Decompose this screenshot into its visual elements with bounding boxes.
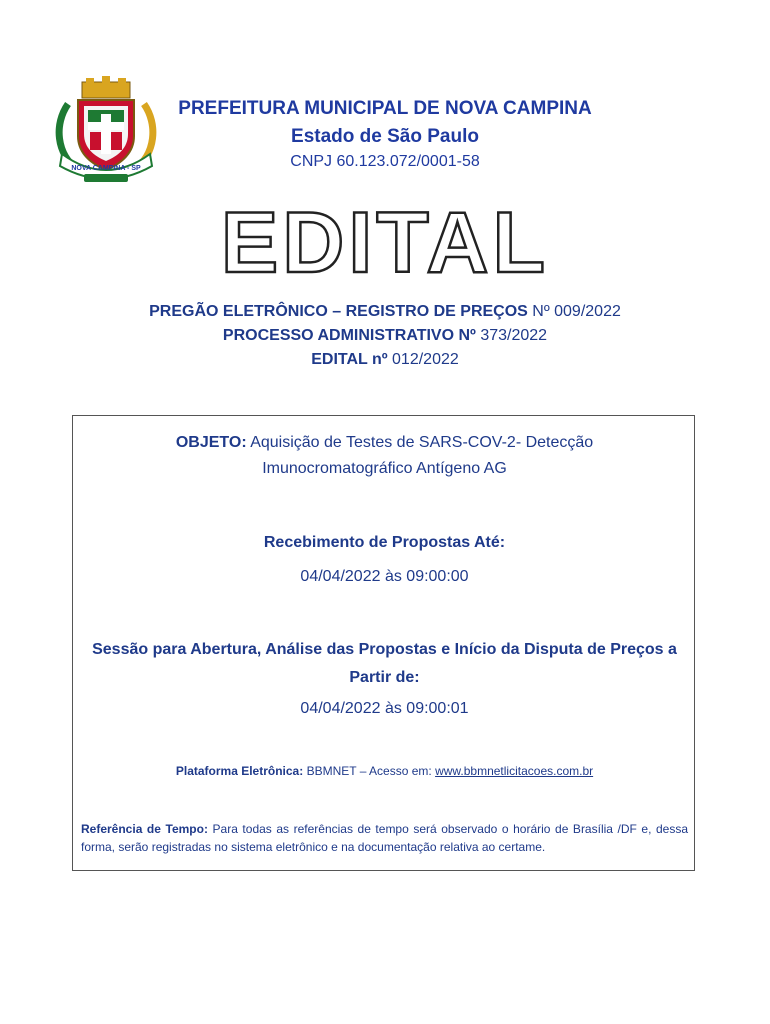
- referencia-text: Para todas as referências de tempo será observado o horário de Brasília /DF e, dessa forma, serão registradas no sistema eletrônico e na documentação relativa ao certame.: [81, 822, 689, 854]
- objeto: [73, 430, 696, 482]
- info-box: [72, 415, 695, 871]
- edital-title-text: EDITAL: [220, 200, 550, 280]
- subtitle-line-2-value: 373/2022: [475, 327, 548, 344]
- subtitle-line-2: [60, 327, 710, 345]
- recebimento-date: 04/04/2022 às 09:00:00: [300, 568, 469, 585]
- objeto-line-2: Imunocromatográfico Antígeno AG: [262, 460, 507, 477]
- subtitle-line-3-value: 012/2022: [387, 351, 459, 368]
- subtitle-line-2-label: PROCESSO ADMINISTRATIVO Nº: [222, 327, 476, 344]
- subtitle-line-1-label: PREGÃO ELETRÔNICO – REGISTRO DE PREÇOS: [149, 303, 528, 320]
- sessao-label: Sessão para Abertura, Análise das Propostas e Início da Disputa de Preços a Partir de:: [92, 641, 677, 686]
- municipal-crest-logo: [48, 74, 164, 186]
- subtitle-line-1: [60, 303, 710, 321]
- plataforma-link[interactable]: www.bbmnetlicitacoes.com.br: [435, 764, 594, 778]
- plataforma-label: Plataforma Eletrônica:: [175, 764, 304, 778]
- referencia-tempo: [81, 820, 688, 856]
- crest-ribbon-text: NOVA CAMPINA - SP: [71, 165, 141, 172]
- state-name: Estado de São Paulo: [291, 126, 479, 147]
- edital-title: [210, 200, 560, 280]
- objeto-label: OBJETO:: [175, 434, 247, 451]
- plataforma-value: BBMNET – Acesso em:: [303, 764, 436, 778]
- plataforma: [73, 764, 696, 778]
- sessao-date: 04/04/2022 às 09:00:01: [300, 700, 469, 717]
- recebimento-label: Recebimento de Propostas Até:: [263, 534, 506, 551]
- subtitle-line-3-label: EDITAL nº: [311, 351, 388, 368]
- org-name: PREFEITURA MUNICIPAL DE NOVA CAMPINA: [178, 98, 592, 119]
- subtitle-line-3: [60, 351, 710, 369]
- subtitle-line-1-value: Nº 009/2022: [527, 303, 621, 320]
- referencia-label: Referência de Tempo:: [81, 822, 208, 836]
- cnpj: CNPJ 60.123.072/0001-58: [290, 153, 480, 170]
- objeto-line-1: Aquisição de Testes de SARS-COV-2- Detecção: [246, 434, 594, 451]
